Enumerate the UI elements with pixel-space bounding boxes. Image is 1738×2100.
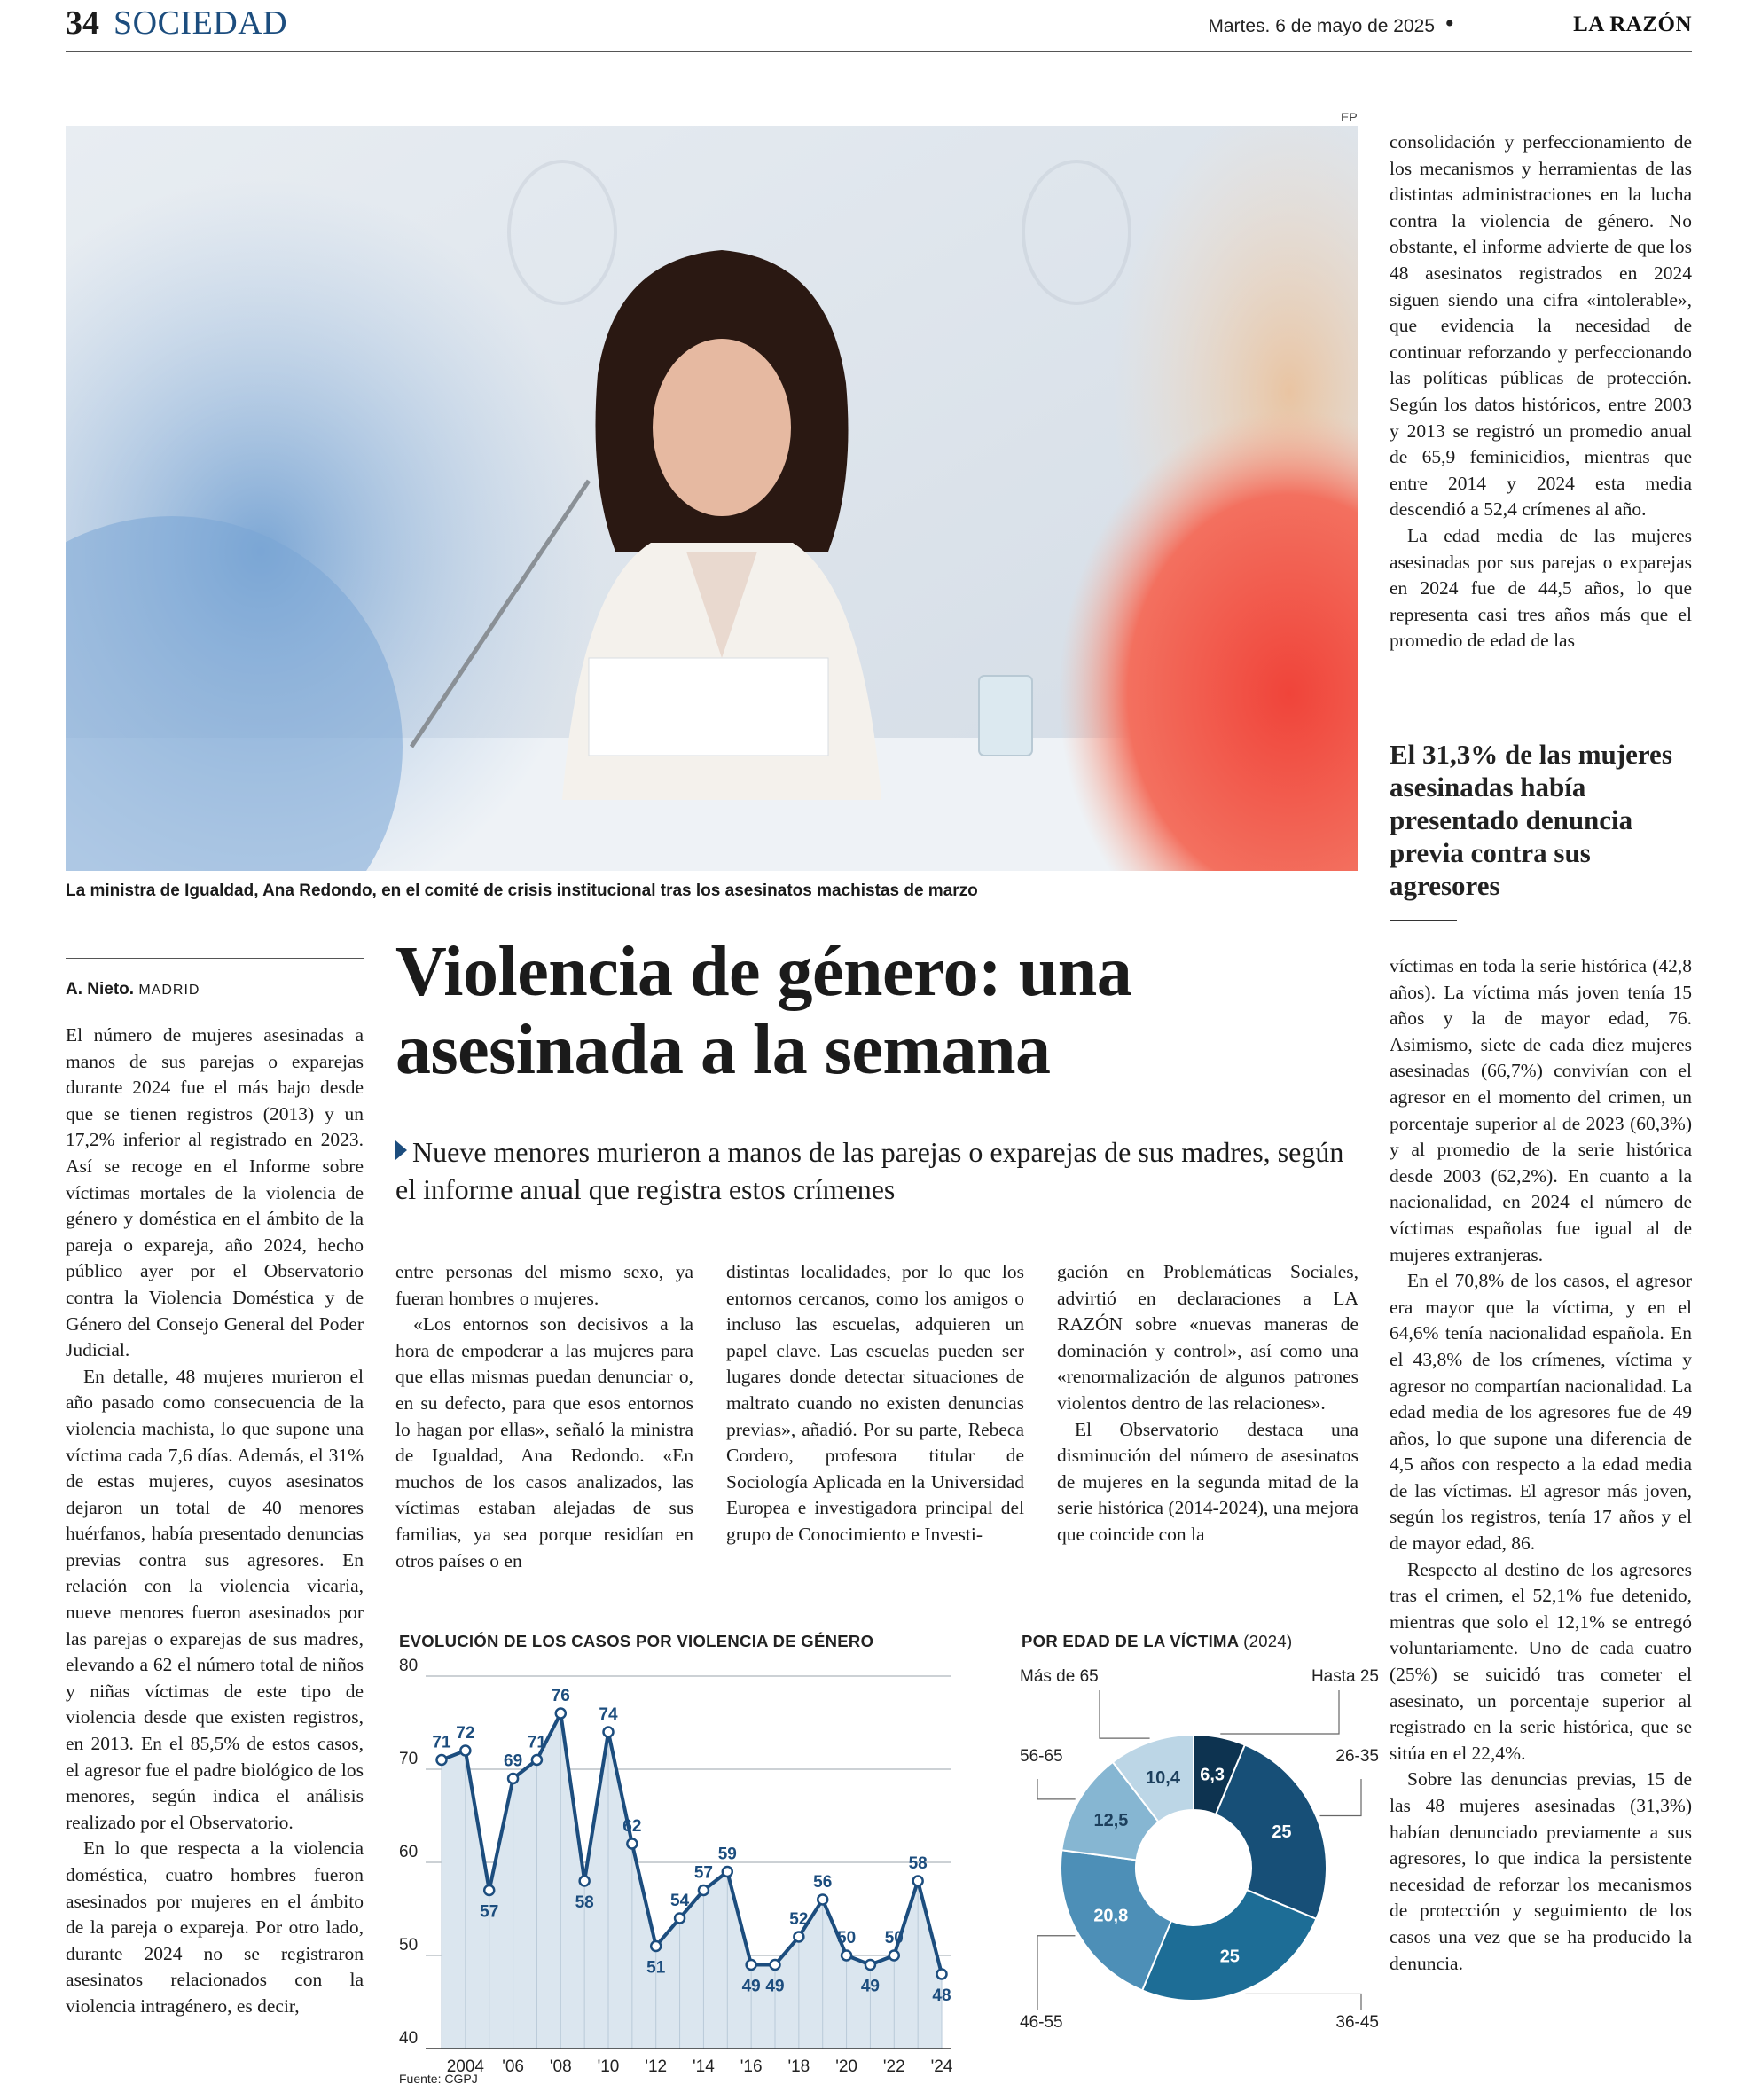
paragraph: entre personas del mismo sexo, ya fueran hombres o mujeres. xyxy=(395,1261,693,1309)
x-tick-label: '16 xyxy=(740,2057,763,2072)
body-column-4 xyxy=(1057,1259,1358,1548)
data-label: 49 xyxy=(765,1977,785,1996)
data-label: 57 xyxy=(693,1863,713,1883)
data-label: 74 xyxy=(599,1705,618,1724)
data-point xyxy=(604,1728,614,1737)
arrow-icon xyxy=(395,1140,407,1160)
data-label: 59 xyxy=(717,1845,737,1864)
header-separator: • xyxy=(1444,9,1454,38)
data-label: 62 xyxy=(622,1817,642,1836)
data-point xyxy=(580,1877,590,1886)
paragraph: La edad media de las mujeres asesinadas por sus parejas o exparejas en 2024 fue de 44,5 años, lo que representa casi tres años más que el promedio de edad de las xyxy=(1390,524,1692,652)
y-tick-label: 70 xyxy=(399,1750,419,1768)
data-point xyxy=(675,1914,685,1924)
line-chart-title: EVOLUCIÓN DE LOS CASOS POR VIOLENCIA DE GÉNERO xyxy=(399,1632,874,1650)
data-point xyxy=(437,1755,447,1765)
x-tick-label: '20 xyxy=(835,2057,857,2072)
data-point xyxy=(460,1746,470,1756)
paragraph: El número de mujeres asesinadas a manos de sus parejas o exparejas durante 2024 fue el más bajo desde que se tienen registros (2013) y un 17,2% inferior al registrado en 2023. Así se recoge en el Informe sobre víctimas mortales de la violencia de género y doméstica en el ámbito de la pareja o expareja, año 2024, hecho público ayer por el Observatorio contra la Violencia Doméstica y de Género del Consejo General del Poder Judicial. xyxy=(66,1024,364,1361)
data-label: 49 xyxy=(860,1977,880,1996)
data-label: 48 xyxy=(932,1986,951,2005)
data-point xyxy=(889,1951,899,1961)
x-tick-label: 2004 xyxy=(446,2057,484,2072)
data-point xyxy=(794,1932,803,1942)
byline-place: MADRID xyxy=(138,983,200,998)
chart-source: Fuente: CGPJ xyxy=(399,2072,478,2086)
data-point xyxy=(699,1885,709,1895)
x-tick-label: '08 xyxy=(549,2057,572,2072)
body-column-3 xyxy=(726,1259,1024,1548)
paragraph: gación en Problemáticas Sociales, advirtió en declaraciones a LA RAZÓN sobre «nuevas maneras de dominación y control», así como una «renormalización de algunos patrones violentos dentro de las relaciones». xyxy=(1057,1261,1358,1414)
byline-rule xyxy=(66,958,364,959)
data-label: 52 xyxy=(789,1910,809,1929)
data-label: 58 xyxy=(908,1854,928,1873)
right-column-top xyxy=(1390,129,1692,654)
right-column-bottom xyxy=(1390,953,1692,1977)
data-point xyxy=(937,1970,947,1979)
slice-value-label: 20,8 xyxy=(1093,1906,1129,1926)
body-column-1 xyxy=(66,1023,364,2020)
data-label: 71 xyxy=(527,1733,546,1752)
slice-category-label: 46-55 xyxy=(1020,2013,1063,2027)
photo-credit: EP xyxy=(1341,110,1358,124)
pull-quote: El 31,3% de las mujeres asesinadas había presentado denuncia previa contra sus agresores xyxy=(1390,739,1672,901)
y-tick-label: 50 xyxy=(399,1936,419,1955)
body-column-2 xyxy=(395,1259,693,1574)
x-tick-label: '18 xyxy=(787,2057,810,2072)
paragraph: En lo que respecta a la violencia doméstica, cuatro hombres fueron asesinados por mujeres en el ámbito de la pareja o expareja. Por otro lado, durante 2024 no se registraron asesinatos relacionados con la violencia intragénero, es decir, xyxy=(66,1838,364,2017)
article-photo xyxy=(66,126,1358,871)
byline-author: A. Nieto. xyxy=(66,980,135,999)
x-tick-label: '12 xyxy=(645,2057,668,2072)
data-label: 51 xyxy=(646,1958,666,1978)
slice-value-label: 12,5 xyxy=(1093,1811,1129,1831)
slice-value-label: 25 xyxy=(1272,1822,1292,1843)
byline xyxy=(66,980,200,999)
slice-category-label: 26-35 xyxy=(1335,1747,1379,1766)
slice-category-label: 56-65 xyxy=(1020,1747,1063,1766)
y-tick-label: 40 xyxy=(399,2029,419,2048)
header-rule xyxy=(66,51,1692,52)
leader-line xyxy=(1220,1690,1339,1734)
slice-value-label: 10,4 xyxy=(1146,1768,1180,1789)
x-tick-label: '14 xyxy=(693,2057,715,2072)
pie-chart-title-year: (2024) xyxy=(1243,1632,1293,1650)
data-label: 50 xyxy=(837,1929,857,1947)
newspaper-brand: LA RAZÓN xyxy=(1573,12,1692,36)
y-tick-label: 80 xyxy=(399,1657,419,1675)
paragraph: distintas localidades, por lo que los entornos cercanos, como los amigos o incluso las escuelas, adquieren un papel clave. Las escuelas pueden ser lugares donde detectar situaciones de maltrato cuando no existen denuncias previas», añadió. Por su parte, Rebeca Cordero, profesora titular de Sociología Aplicada en la Universidad Europea e investigadora principal del grupo de Conocimiento e Investi- xyxy=(726,1261,1024,1545)
paragraph: Respecto al destino de los agresores tras el crimen, el 52,1% fue detenido, mientras que solo el 12,1% se entregó voluntariamente. Uno de cada cuatro (25%) se suicidó tras cometer el asesinato, un porcentaje superior al registrado en la serie histórica, que se sitúa en el 22,4%. xyxy=(1390,1558,1692,1764)
paragraph: En el 70,8% de los casos, el agresor era mayor que la víctima, y en el 64,6% tenía nacionalidad española. En el 43,8% de los crímenes, víctima y agresor no compartían nacionalidad. La edad media de los agresores fue de 49 años, lo que supone una diferencia de 4,5 años con respecto a la edad media de las víctimas. El agresor más joven, según los registros, tenía 17 años y el de mayor edad, 86. xyxy=(1390,1270,1692,1555)
data-label: 50 xyxy=(884,1929,904,1947)
data-point xyxy=(484,1885,494,1895)
leader-line xyxy=(1037,1936,1075,2010)
data-point xyxy=(723,1867,732,1877)
data-point xyxy=(747,1960,756,1970)
donut-chart xyxy=(1011,1655,1383,2027)
paragraph: En detalle, 48 mujeres murieron el año pasado como consecuencia de la violencia machista, lo que supone una víctima cada 7,6 días. Además, el 31% de estas mujeres, cuyos asesinatos dejaron un total de 40 menores huérfanos, había presentado denuncias previas contra sus agresores. En relación con la violencia vicaria, nueve menores fueron asesinados por las parejas o exparejas de sus madres, elevando a 62 el número total de niños y niñas víctimas de este tipo de violencia desde que existen registros, en 2013. En el 85,5% de estos casos, el agresor fue el padre biológico de los menores, según indica el análisis realizado por el Observatorio. xyxy=(66,1365,364,1833)
photo-illustration xyxy=(66,126,1358,871)
pie-chart-title-main: POR EDAD DE LA VÍCTIMA xyxy=(1022,1632,1239,1650)
data-point xyxy=(842,1951,851,1961)
data-label: 69 xyxy=(504,1751,523,1771)
photo-caption: La ministra de Igualdad, Ana Redondo, en el comité de crisis institucional tras los asesinatos machistas de marzo xyxy=(66,882,978,900)
headline: Violencia de género: una asesinada a la semana xyxy=(395,933,1132,1089)
leader-line xyxy=(1100,1690,1150,1738)
slice-value-label: 6,3 xyxy=(1200,1765,1225,1785)
slice-category-label: Más de 65 xyxy=(1020,1667,1099,1686)
data-point xyxy=(818,1895,827,1905)
line-chart xyxy=(390,1655,958,2072)
paragraph: consolidación y perfeccionamiento de los mecanismos y herramientas de las distintas administraciones en la lucha contra la violencia de género. No obstante, el informe advierte de que los 48 asesinatos registrados en 2024 siguen siendo una cifra «intolerable», que evidencia la necesidad de continuar reforzando y perfeccionando las políticas públicas de protección. Según los datos históricos, entre 2003 y 2013 se registró un promedio anual de 65,9 feminicidios, mientras que entre 2014 y 2024 esta media descendió a 52,4 crímenes al año. xyxy=(1390,131,1692,521)
data-point xyxy=(771,1960,780,1970)
x-tick-label: '10 xyxy=(597,2057,620,2072)
data-point xyxy=(532,1755,542,1765)
paragraph: Sobre las denuncias previas, 15 de las 48 mujeres asesinadas (31,3%) habían denunciado previamente a sus agresores, lo que indica la persistente necesidad de reforzar los mecanismos de protección y seguimiento de los casos una vez que se ha producido la denuncia. xyxy=(1390,1768,1692,1974)
leader-line xyxy=(1319,1779,1361,1816)
subheadline-text: Nueve menores murieron a manos de las parejas o exparejas de sus madres, según el informe anual que registra estos crímenes xyxy=(395,1136,1344,1205)
data-point xyxy=(508,1774,518,1783)
y-tick-label: 60 xyxy=(399,1843,419,1861)
page-number: 34 xyxy=(66,4,99,42)
slice-category-label: 36-45 xyxy=(1335,2013,1379,2027)
x-tick-label: '24 xyxy=(930,2057,953,2072)
issue-date: Martes. 6 de mayo de 2025 xyxy=(1208,16,1435,36)
data-point xyxy=(865,1960,875,1970)
data-label: 56 xyxy=(813,1873,833,1892)
data-point xyxy=(556,1709,566,1719)
data-label: 54 xyxy=(670,1892,690,1910)
data-point xyxy=(651,1941,661,1951)
subheadline xyxy=(395,1133,1362,1208)
data-label: 57 xyxy=(480,1902,499,1922)
slice-category-label: Hasta 25 xyxy=(1311,1667,1379,1686)
data-label: 71 xyxy=(432,1733,451,1752)
slice-value-label: 25 xyxy=(1219,1947,1240,1967)
data-point xyxy=(627,1839,637,1849)
pull-quote-rule xyxy=(1390,920,1457,921)
leader-line xyxy=(1037,1779,1076,1799)
data-label: 72 xyxy=(456,1724,475,1743)
data-point xyxy=(913,1877,923,1886)
paragraph: víctimas en toda la serie histórica (42,8 años). La víctima más joven tenía 15 años y la de mayor edad, 76. Asimismo, siete de cada diez mujeres asesinadas (66,7%) convivían con el agresor en el momento del crimen, un porcentaje superior al de 2023 (60,3%) y al promedio de la serie histórica desde 2003 (62,2%). En cuanto a la nacionalidad, en 2024 el número de víctimas españolas fue igual al de mujeres extranjeras. xyxy=(1390,955,1692,1265)
data-label: 58 xyxy=(575,1893,594,1912)
paragraph: El Observatorio destaca una disminución del número de asesinatos de mujeres en la segunda mitad de la serie histórica (2014-2024), una mejora que coincide con la xyxy=(1057,1418,1358,1545)
section-title: SOCIEDAD xyxy=(114,4,288,42)
data-label: 76 xyxy=(551,1687,570,1705)
paragraph: «Los entornos son decisivos a la hora de empoderar a las mujeres para que ellas mismas puedan denunciar o, en su defecto, para que esos entornos lo hagan por ellas», señaló la ministra de Igualdad, Ana Redondo. «En muchos de los casos analizados, las víctimas estaban alejadas de sus familias, ya sea porque residían en otros países o en xyxy=(395,1313,693,1571)
x-tick-label: '06 xyxy=(502,2057,524,2072)
leader-line xyxy=(1245,1994,1361,2010)
x-tick-label: '22 xyxy=(882,2057,905,2072)
data-label: 49 xyxy=(741,1977,761,1996)
pie-chart-title xyxy=(1022,1632,1292,1651)
